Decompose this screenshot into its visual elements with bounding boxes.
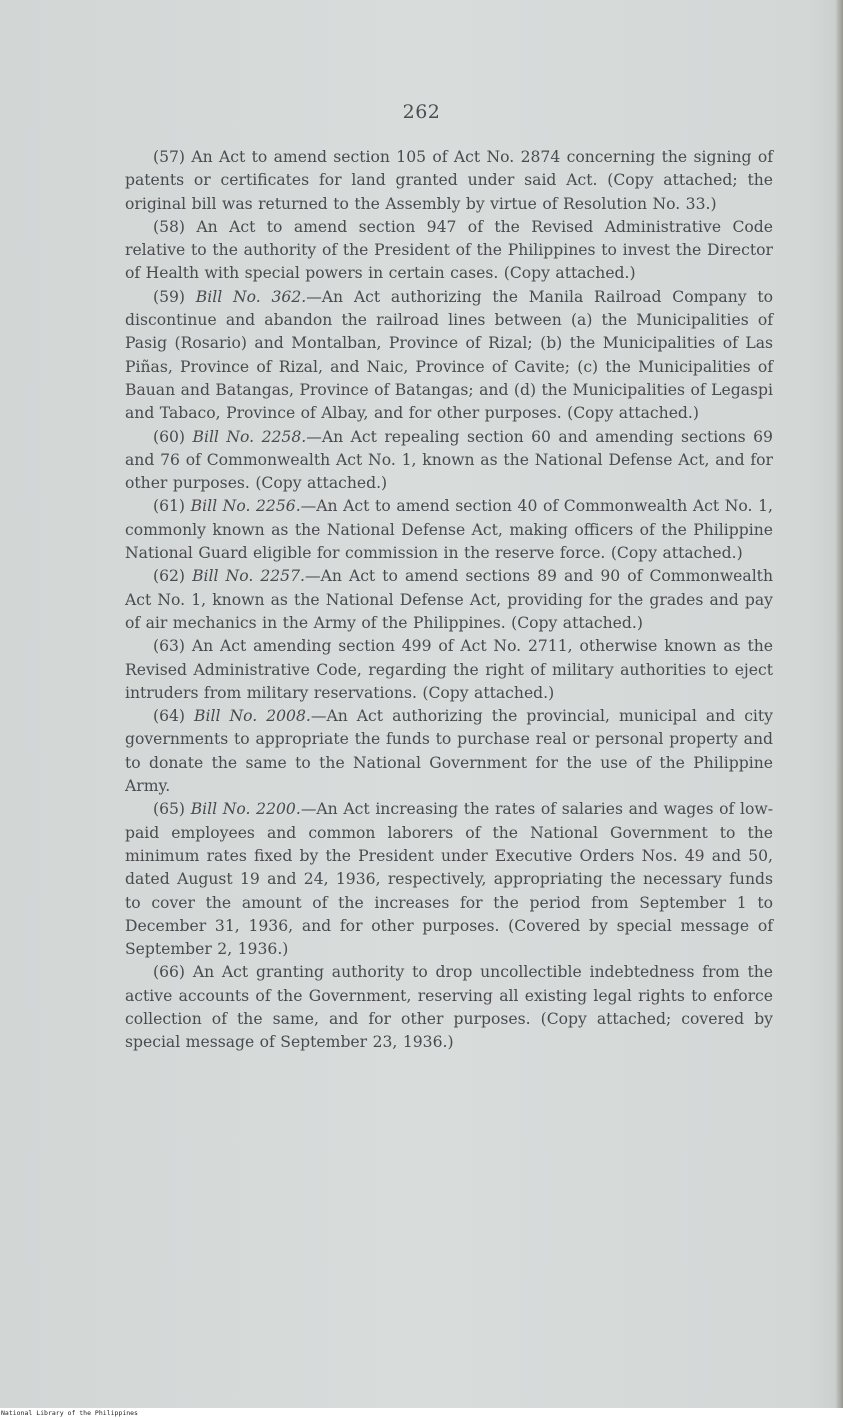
item-text: An Act granting authority to drop uncollectible indebtedness from the active accounts of the Government, reserving all existing legal rights to enforce collection of the same, and for other purposes. (Copy attached; covered by special message of September 23, 1936.) [125,963,773,1052]
item-number: (61) [153,497,186,516]
list-item [125,635,773,705]
item-number: (65) [153,800,186,819]
item-number: (60) [153,427,186,446]
body-text [125,146,773,1055]
list-item [125,216,773,286]
bill-number: Bill No. 2256. [190,497,301,516]
bill-number: Bill No. 362. [195,287,307,306]
list-item [125,565,773,635]
item-text: —An Act authorizing the Manila Railroad Company to discontinue and abandon the railroad lines between (a) the Municipalities of Pasig (Rosario) and Montalban, Province of Rizal; (b) the Municipalities of Las Piñas, Province of Rizal, and Naic, Province of Cavite; (c) the Municipalities of Bauan and Batangas, Province of Batangas; and (d) the Municipalities of Legaspi and Tabaco, Province of Albay, and for other purposes. (Copy attached.) [125,287,773,423]
list-item [125,705,773,798]
item-number: (64) [153,707,186,726]
item-text: —An Act repealing section 60 and amending sections 69 and 76 of Commonwealth Act No. 1, known as the National Defense Act, and for other purposes. (Copy attached.) [125,427,773,493]
bill-number: Bill No. 2257. [192,567,305,586]
list-item [125,146,773,216]
bill-number: Bill No. 2200. [190,800,301,819]
item-number: (57) [153,148,186,166]
list-item [125,426,773,496]
list-item [125,286,773,426]
library-footer: National Library of the Philippines [0,1408,843,1418]
page-number: 262 [402,101,441,123]
item-number: (66) [153,963,186,982]
item-text: An Act to amend section 105 of Act No. 2874 concerning the signing of patents or certificates for land granted under said Act. (Copy attached; the original bill was returned to the Assembly by virtue of Resolution No. 33.) [125,148,774,213]
list-item [125,961,773,1054]
item-number: (62) [153,567,186,586]
list-item [125,798,773,961]
item-number: (63) [153,637,186,656]
list-item [125,495,773,565]
item-text: —An Act to amend sections 89 and 90 of Commonwealth Act No. 1, known as the National Defense Act, providing for the grades and pay of air mechanics in the Army of the Philippines. (Copy attached.) [125,567,773,632]
item-number: (58) [153,217,186,236]
bill-number: Bill No. 2258. [192,427,307,446]
item-number: (59) [153,287,186,306]
item-text: —An Act authorizing the provincial, municipal and city governments to appropriate the funds to purchase real or personal property and to donate the same to the National Government for the use of the Philippine Army. [125,707,773,796]
item-text: —An Act increasing the rates of salaries and wages of low-paid employees and common laborers of the National Government to the minimum rates fixed by the President under Executive Orders Nos. 49 and 50, dated August 19 and 24, 1936, respectively, appropriating the necessary funds to cover the amount of the increases for the period from September 1 to December 31, 1936, and for other purposes. (Covered by special message of September 2, 1936.) [125,800,773,959]
bill-number: Bill No. 2008. [194,707,311,726]
item-text: —An Act to amend section 40 of Commonwealth Act No. 1, commonly known as the National Defense Act, making officers of the Philippine National Guard eligible for commission in the reserve force. (Copy attached.) [125,497,773,563]
item-text: An Act amending section 499 of Act No. 2711, otherwise known as the Revised Administrative Code, regarding the right of military authorities to eject intruders from military reservations. (Copy attached.) [125,637,773,702]
item-text: An Act to amend section 947 of the Revised Administrative Code relative to the authority of the President of the Philippines to invest the Director of Health with special powers in certain cases. (Copy attached.) [125,217,773,283]
